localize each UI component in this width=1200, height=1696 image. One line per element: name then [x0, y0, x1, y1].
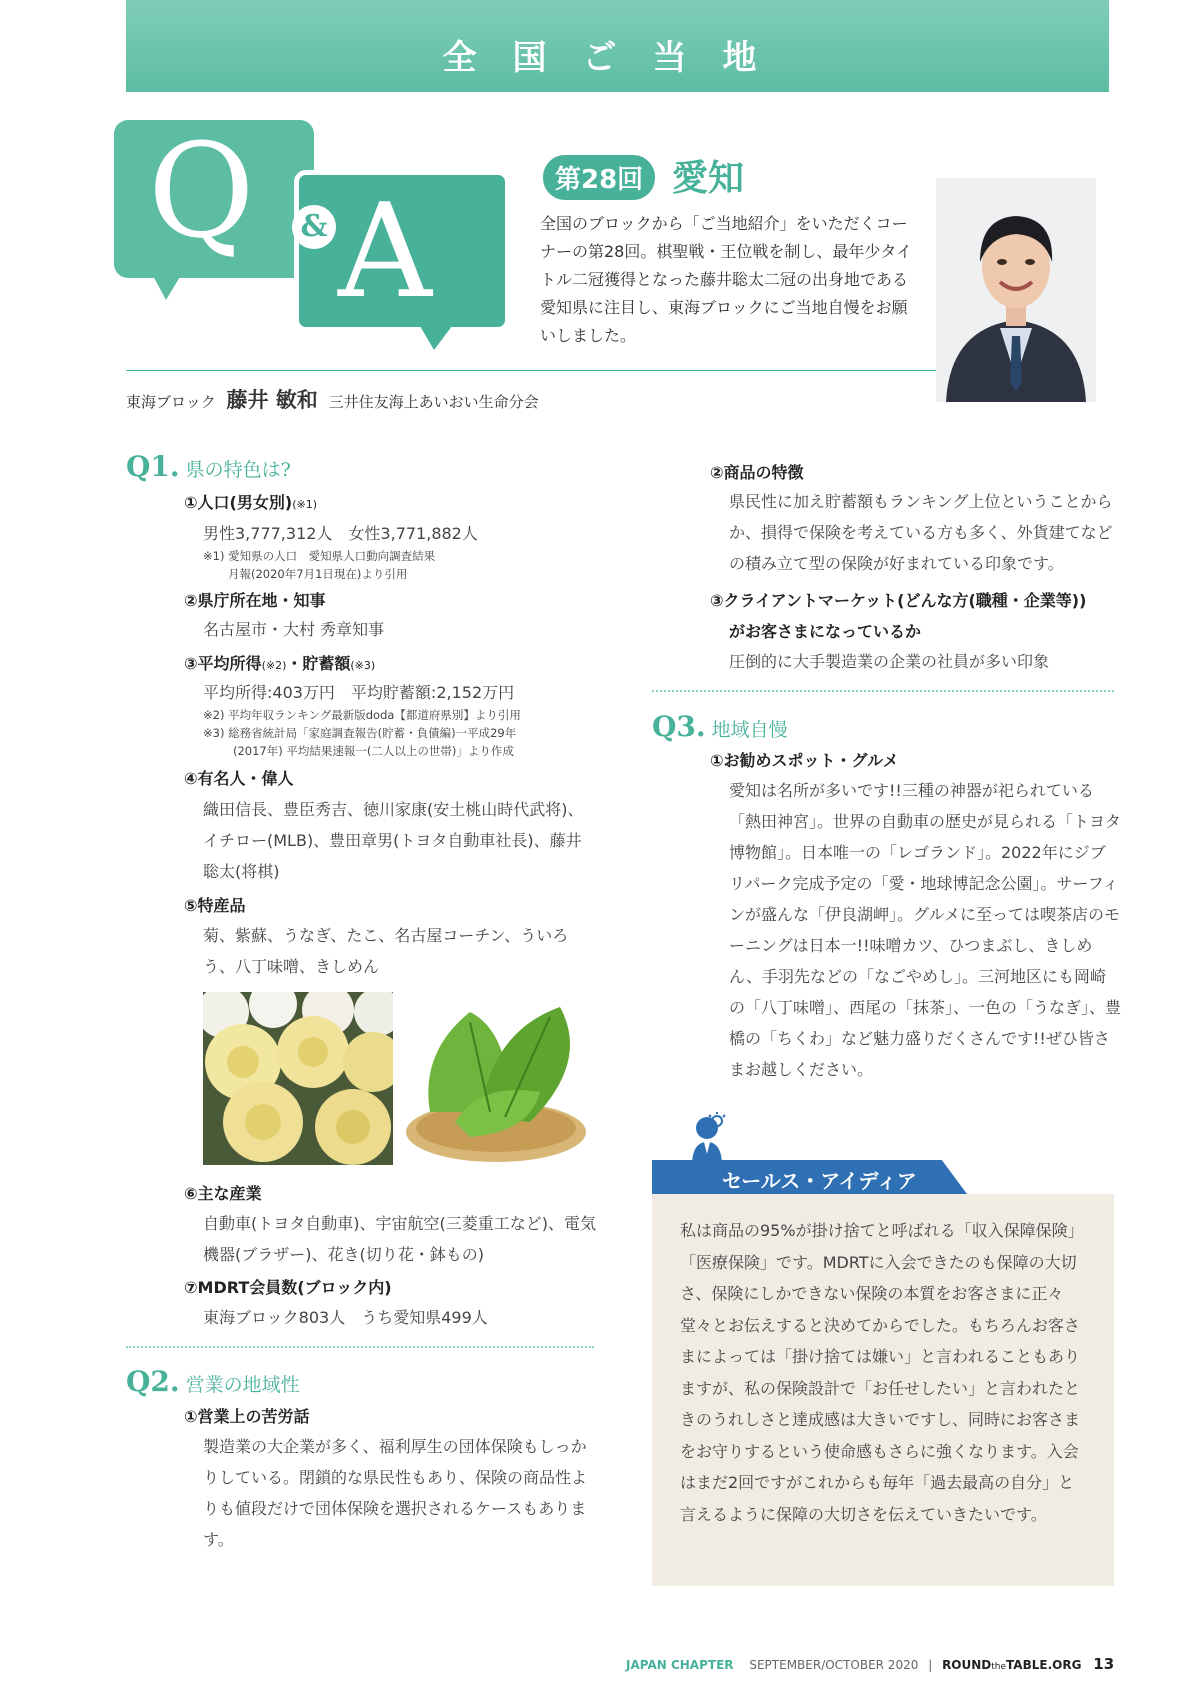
- income-note-1: ※2) 平均年収ランキング最新版doda【都道府県別】より引用: [203, 708, 521, 722]
- income-body: 平均所得:403万円 平均貯蓄額:2,152万円: [203, 683, 515, 702]
- income-mark-a: (※2): [261, 659, 287, 672]
- population-note-mark: (※1): [292, 498, 317, 511]
- income-title-b: ・貯蓄額: [286, 654, 351, 673]
- market-body: 圧倒的に大手製造業の企業の社員が多い印象: [729, 652, 1050, 671]
- q2-title: 営業の地域性: [185, 1374, 300, 1396]
- q1-population-title: [184, 490, 317, 513]
- population-title-text: ①人口(男女別): [184, 493, 293, 512]
- q3-heading: [652, 710, 788, 743]
- q3-spots-title: ①お勧めスポット・グルメ: [710, 751, 899, 770]
- specialty-body: 菊、紫蘇、うなぎ、たこ、名古屋コーチン、ういろう、八丁味噌、きしめん: [203, 926, 569, 976]
- a-letter: A: [338, 175, 432, 327]
- q1-famous-title: ④有名人・偉人: [184, 769, 294, 788]
- q1-number: Q1.: [126, 450, 180, 483]
- sales-body: 私は商品の95%が掛け捨てと呼ばれる「収入保障保険」「医療保険」です。MDRTに入会できたのも保障の大切さ、保険にしかできない保険の本質をお客さまに正々堂々とお伝えすると決めてからでした。もちろんお客さまによっては「掛け捨ては嫌い」と言われることもありますが、私の保険設計で「お任せしたい」と言われたときのうれしさと達成感は大きいですし、同時にお客さまをお守りするという使命感もさらに強くなります。入会はまだ2回ですがこれからも毎年「過去最高の自分」と言えるように保障の大切さを伝えていきたいです。: [680, 1221, 1084, 1524]
- product-body: 県民性に加え貯蓄額もランキング上位ということからか、損得で保険を考えている方も多く、外貨建てなどの積み立て型の保険が好まれている印象です。: [729, 492, 1113, 573]
- sales-title: セールス・アイディア: [722, 1169, 917, 1193]
- q2-product-title: ②商品の特徴: [710, 463, 804, 482]
- q3-number: Q3.: [652, 710, 706, 743]
- a-bubble-tail: [420, 326, 452, 350]
- population-note-2: 月報(2020年7月1日現在)より引用: [228, 567, 408, 581]
- footer-site-round: ROUND: [942, 1658, 992, 1672]
- banner-title: 全国ご当地: [442, 38, 793, 78]
- episode-title: 愛知: [672, 158, 745, 199]
- q1-mdrt-title: ⑦MDRT会員数(ブロック内): [184, 1278, 392, 1297]
- q1-industry-title: ⑥主な産業: [184, 1184, 262, 1203]
- byline-divider: [126, 370, 936, 371]
- author-photo: [936, 178, 1096, 402]
- q1-income-title: [184, 651, 375, 674]
- income-note-2: ※3) 総務省統計局「家庭調査報告(貯蓄・負債編)一平成29年: [203, 726, 517, 740]
- q2-market-title-1: ③クライアントマーケット(どんな方(職種・企業等)): [710, 591, 1087, 610]
- footer-separator: |: [928, 1658, 933, 1672]
- income-title-a: ③平均所得: [184, 654, 262, 673]
- page-number: 13: [1093, 1655, 1115, 1673]
- footer-issue: SEPTEMBER/OCTOBER 2020: [749, 1658, 919, 1672]
- income-mark-b: (※3): [350, 659, 376, 672]
- footer-site[interactable]: [942, 1658, 1081, 1672]
- population-note-1: ※1) 愛知県の人口 愛知県人口動向調査結果: [203, 549, 436, 563]
- footer-chapter: JAPAN CHAPTER: [626, 1658, 734, 1672]
- q2-divider: [652, 690, 1114, 692]
- q3-title: 地域自慢: [711, 719, 788, 741]
- footer-site-table: TABLE.ORG: [1006, 1658, 1082, 1672]
- q1-title: 県の特色は?: [185, 459, 291, 481]
- ampersand: &: [292, 205, 336, 249]
- q2-hardship-title: ①営業上の苦労話: [184, 1407, 310, 1426]
- q-letter: Q: [148, 115, 255, 267]
- q2-heading: [126, 1365, 300, 1398]
- q1-heading: [126, 450, 291, 483]
- q2-number: Q2.: [126, 1365, 180, 1398]
- footer-site-the: the: [991, 1662, 1007, 1672]
- q1-specialty-title: ⑤特産品: [184, 896, 246, 915]
- intro-text: 全国のブロックから「ご当地紹介」をいただくコーナーの第28回。棋聖戦・王位戦を制し、最年少タイトル二冠獲得となった藤井聡太二冠の出身地である愛知県に注目し、東海ブロックにご当地自慢をお願いしました。: [540, 214, 913, 345]
- q-bubble-tail: [150, 270, 184, 300]
- q1-capital-title: ②県庁所在地・知事: [184, 591, 326, 610]
- q2-market-title-2: がお客さまになっているか: [729, 622, 922, 641]
- industry-body: 自動車(トヨタ自動車)、宇宙航空(三菱重工など)、電気機器(ブラザー)、花き(切り花・鉢もの): [203, 1214, 596, 1264]
- chrysanthemum-photo: [203, 992, 393, 1165]
- spots-body: 愛知は名所が多いです!!三種の神器が祀られている「熱田神宮」。世界の自動車の歴史が見られる「トヨタ博物館」。日本唯一の「レゴランド」。2022年にジブリパーク完成予定の「愛・地球博記念公園」。サーフィンが盛んな「伊良湖岬」。グルメに至っては喫茶店のモーニングは日本一!!味噌カツ、ひつまぶし、きしめん、手羽先などの「なごやめし」。三河地区にも岡崎の「八丁味噌」、西尾の「抹茶」、一色の「うなぎ」、豊橋の「ちくわ」など魅力盛りだくさんです!!ぜひ皆さまお越しください。: [729, 781, 1122, 1079]
- capital-body: 名古屋市・大村 秀章知事: [203, 620, 385, 639]
- income-note-3: (2017年) 平均結果速報一(二人以上の世帯)」より作成: [233, 744, 514, 758]
- lightbulb-icon: [706, 1112, 728, 1134]
- shiso-photo: [400, 992, 592, 1165]
- author-byline: [126, 384, 539, 414]
- author-block: 東海ブロック: [126, 393, 216, 411]
- author-company: 三井住友海上あいおい生命分会: [328, 393, 539, 411]
- q1-divider: [126, 1346, 594, 1348]
- hardship-body: 製造業の大企業が多く、福利厚生の団体保険もしっかりしている。閉鎖的な県民性もあり、保険の商品性よりも値段だけで団体保険を選択されるケースもあります。: [203, 1437, 588, 1549]
- mdrt-body: 東海ブロック803人 うち愛知県499人: [203, 1308, 488, 1327]
- famous-body: 織田信長、豊臣秀吉、徳川家康(安土桃山時代武将)、イチロー(MLB)、豊田章男(トヨタ自動車社長)、藤井聡太(将棋): [203, 800, 584, 881]
- footer: [626, 1655, 1114, 1673]
- episode-badge: 第28回: [543, 155, 655, 200]
- author-name: 藤井 敏和: [226, 388, 318, 412]
- population-body: 男性3,777,312人 女性3,771,882人: [203, 524, 478, 543]
